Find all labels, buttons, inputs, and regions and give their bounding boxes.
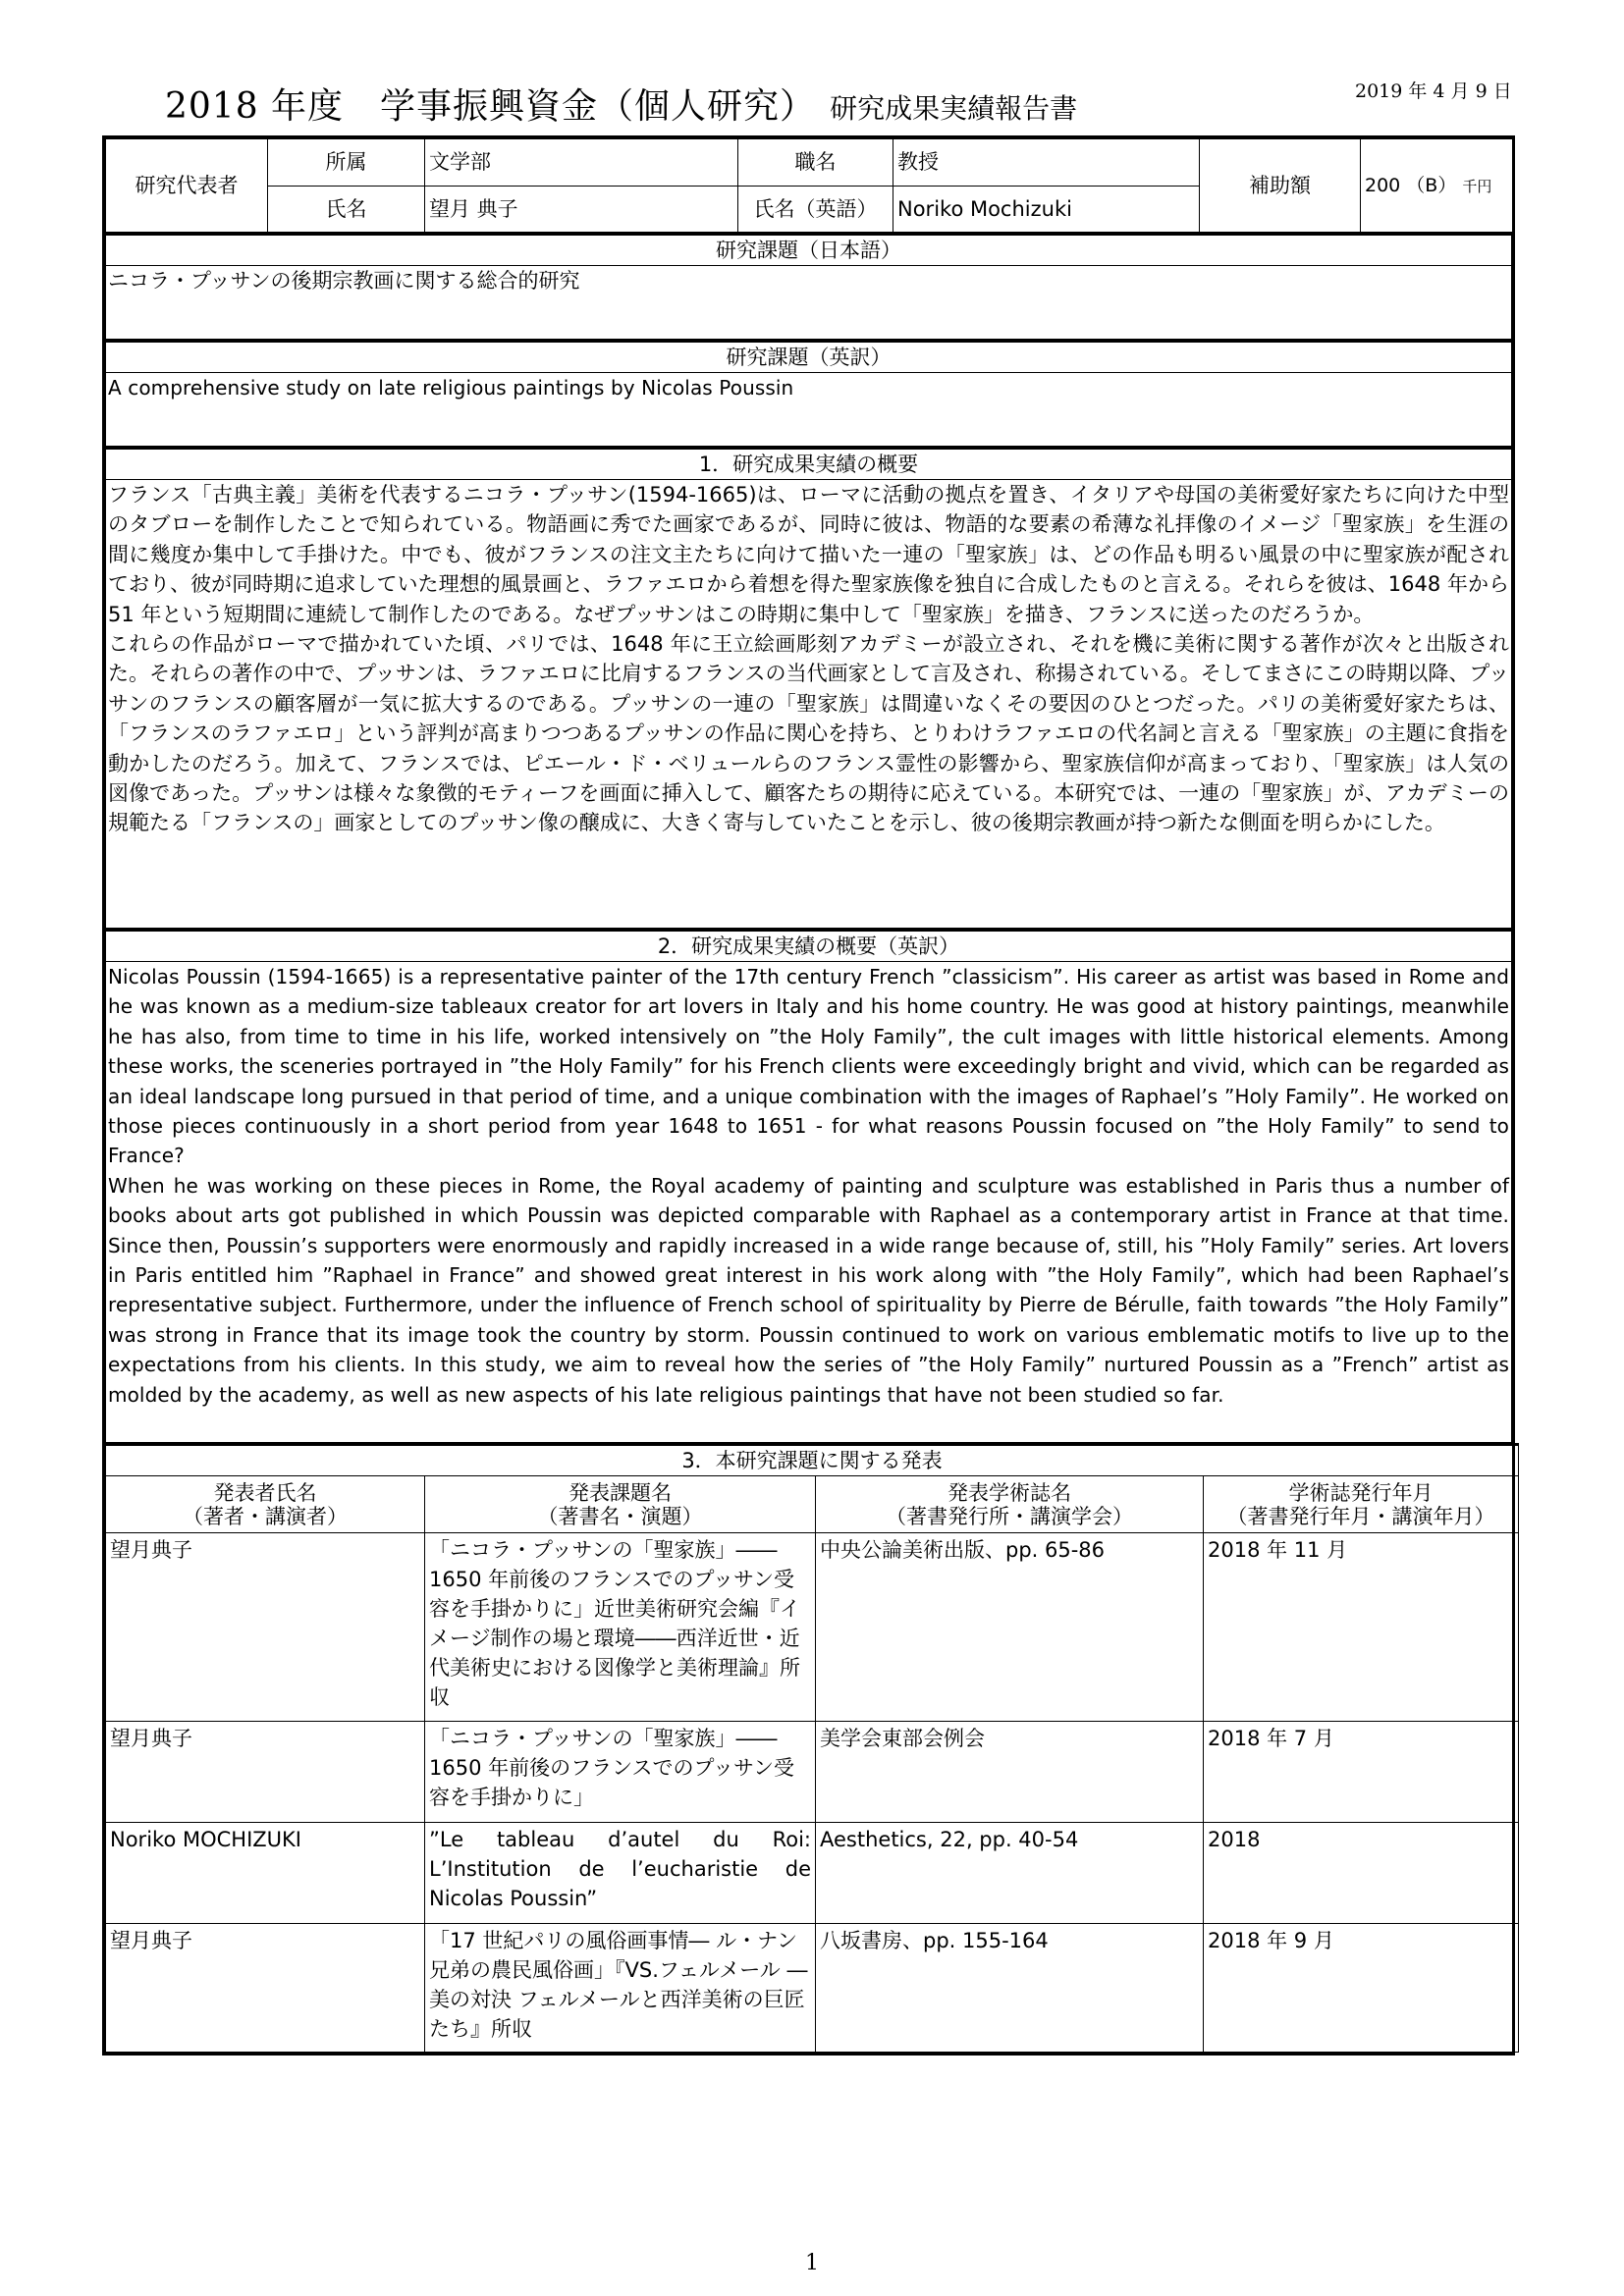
col-date-sub: （著書発行年月・講演年月） (1226, 1504, 1495, 1528)
publications-heading: 3．本研究課題に関する発表 (106, 1445, 1519, 1476)
publications-section (105, 1443, 1519, 2053)
grant-cell (1361, 139, 1513, 233)
summary-en-heading: 2．研究成果実績の概要（英訳） (106, 931, 1512, 962)
summary-en-para1: Nicolas Poussin (1594-1665) is a representative painter of the 17th century French ”classicism”. His career as artist was based in Rome and he was known as a medium-size tableaux creator for art lovers in Italy and his home country. He was good at history paintings, meanwhile he has also, from time to time in his life, worked intensively on ”the Holy Family”, the cult images with little historical elements. Among these works, the sceneries portrayed in ”the Holy Family” for his French clients were exceedingly bright and vivid, which can be regarded as an ideal landscape long pursued in that period of time, and a unique combination with the images of Raphael’s ”Holy Family”. He worked on those pieces continuously in a short period from year 1648 to 1651 - for what reasons Poussin focused on ”the Holy Family” to send to France? (108, 965, 1509, 1168)
summary-jp-heading: 1．研究成果実績の概要 (106, 449, 1512, 480)
pub-title: ”Le tableau d’autel du Roi: L’Institution de l’eucharistie de Nicolas Poussin” (425, 1823, 816, 1924)
topic-en-text: A comprehensive study on late religious paintings by Nicolas Poussin (106, 373, 1512, 447)
summary-en-para2: When he was working on these pieces in Rome, the Royal academy of painting and sculpture was established in Paris thus a number of books about arts got published in which Poussin was depicted comparable with Raphael as a contemporary artist in France at that time. Since then, Poussin’s supporters were enormously and rapidly increased in a wide range because of, still, his ”Holy Family” series. Art lovers in Paris entitled him ”Raphael in France” and showed great interest in his work along with ”the Holy Family”, which had been Raphael’s representative subject. Furthermore, under the influence of French school of spirituality by Pierre de Bérulle, faith towards ”the Holy Family” was strong in France that its image took the country by storm. Poussin continued to work on various emblematic motifs to live up to the expectations from his clients. In this study, we aim to reveal how the series of ”the Holy Family” nurtured Poussin as a ”French” artist as molded by the academy, as well as new aspects of his late religious paintings that have not been studied so far. (108, 1173, 1509, 1407)
table-row (106, 1722, 1519, 1823)
col-author-header (106, 1476, 425, 1533)
summary-jp-body (106, 480, 1512, 929)
summary-en-section (105, 929, 1512, 1443)
col-publisher-sub: （著書発行所・講演学会） (886, 1504, 1133, 1528)
name-label: 氏名 (268, 187, 425, 233)
col-author-title: 発表者氏名 (213, 1480, 317, 1505)
affiliation-value: 文学部 (425, 139, 738, 187)
summary-en-body (106, 962, 1512, 1443)
pub-publisher: 中央公論美術出版、pp. 65-86 (816, 1533, 1204, 1722)
col-title-header (425, 1476, 816, 1533)
topic-jp-heading: 研究課題（日本語） (106, 235, 1512, 266)
report-date: 2019 年 4 月 9 日 (1355, 80, 1512, 102)
grant-unit: 千円 (1462, 177, 1492, 195)
topic-en-section (105, 340, 1512, 447)
topic-jp-section (105, 233, 1512, 340)
pub-publisher: Aesthetics, 22, pp. 40-54 (816, 1823, 1204, 1924)
pub-author: Noriko MOCHIZUKI (106, 1823, 425, 1924)
affiliation-label: 所属 (268, 139, 425, 187)
pub-author: 望月典子 (106, 1924, 425, 2053)
grant-value: 200 （B） (1365, 174, 1457, 196)
col-author-sub: （著者・講演者） (183, 1504, 348, 1528)
col-date-header (1204, 1476, 1519, 1533)
table-row (106, 1533, 1519, 1722)
col-publisher-title: 発表学術誌名 (947, 1480, 1071, 1505)
col-title-title: 発表課題名 (568, 1480, 672, 1505)
pub-title: 「ニコラ・プッサンの「聖家族」―― 1650 年前後のフランスでのプッサン受容を手掛かりに」 (425, 1722, 816, 1823)
report-title (165, 79, 1077, 129)
position-value: 教授 (893, 139, 1200, 187)
representative-label: 研究代表者 (106, 139, 268, 233)
pub-title: 「ニコラ・プッサンの「聖家族」―― 1650 年前後のフランスでのプッサン受容を手掛かりに」近世美術研究会編『イメージ制作の場と環境――西洋近世・近代美術史における図像学と美術理論』所収 (425, 1533, 816, 1722)
pub-date: 2018 年 9 月 (1204, 1924, 1519, 2053)
name-en-label: 氏名（英語） (738, 187, 893, 233)
col-title-sub: （著書名・演題） (537, 1504, 703, 1528)
name-en-value: Noriko Mochizuki (893, 187, 1200, 233)
pub-date: 2018 年 11 月 (1204, 1533, 1519, 1722)
table-row (106, 1924, 1519, 2053)
pub-title: 「17 世紀パリの風俗画事情― ル・ナン兄弟の農民風俗画」『VS.フェルメール ― 美の対決 フェルメールと西洋美術の巨匠たち』所収 (425, 1924, 816, 2053)
position-label: 職名 (738, 139, 893, 187)
pub-author: 望月典子 (106, 1722, 425, 1823)
title-main: 2018 年度 学事振興資金（個人研究） (165, 86, 817, 127)
col-publisher-header (816, 1476, 1204, 1533)
pub-date: 2018 年 7 月 (1204, 1722, 1519, 1823)
report-frame (102, 135, 1515, 2056)
grant-label: 補助額 (1200, 139, 1361, 233)
title-sub: 研究成果実績報告書 (830, 92, 1078, 125)
col-date-title: 学術誌発行年月 (1288, 1480, 1434, 1505)
info-table (105, 138, 1513, 233)
pub-publisher: 八坂書房、pp. 155-164 (816, 1924, 1204, 2053)
pub-publisher: 美学会東部会例会 (816, 1722, 1204, 1823)
topic-jp-text: ニコラ・プッサンの後期宗教画に関する総合的研究 (106, 266, 1512, 340)
summary-jp-section (105, 447, 1512, 929)
summary-jp-para1: フランス「古典主義」美術を代表するニコラ・プッサン(1594-1665)は、ローマに活動の拠点を置き、イタリアや母国の美術愛好家たちに向けた中型のタブローを制作したことで知られている。物語画に秀でた画家であるが、同時に彼は、物語的な要素の希薄な礼拝像のイメージ「聖家族」を生涯の間に幾度か集中して手掛けた。中でも、彼がフランスの注文主たちに向けて描いた一連の「聖家族」は、どの作品も明るい風景の中に聖家族が配されており、彼が同時期に追求していた理想的風景画と、ラファエロから着想を得た聖家族像を独自に合成したものと言える。それらを彼は、1648 年から 51 年という短期間に連続して制作したのである。なぜプッサンはこの時期に集中して「聖家族」を描き、フランスに送ったのだろうか。 (108, 483, 1509, 626)
name-value: 望月 典子 (425, 187, 738, 233)
pub-date: 2018 (1204, 1823, 1519, 1924)
table-row (106, 1823, 1519, 1924)
pub-author: 望月典子 (106, 1533, 425, 1722)
page-number: 1 (805, 2251, 819, 2275)
topic-en-heading: 研究課題（英訳） (106, 342, 1512, 373)
summary-jp-para2: これらの作品がローマで描かれていた頃、パリでは、1648 年に王立絵画彫刻アカデミーが設立され、それを機に美術に関する著作が次々と出版された。それらの著作の中で、プッサンは、ラファエロに比肩するフランスの当代画家として言及され、称揚されている。そしてまさにこの時期以降、プッサンのフランスの顧客層が一気に拡大するのである。プッサンの一連の「聖家族」は間違いなくその要因のひとつだった。パリの美術愛好家たちは、「フランスのラファエロ」という評判が高まりつつあるプッサンの作品に関心を持ち、とりわけラファエロの代名詞と言える「聖家族」の主題に食指を動かしたのだろう。加えて、フランスでは、ピエール・ド・ベリュールらのフランス霊性の影響から、聖家族信仰が高まっており、「聖家族」は人気の図像であった。プッサンは様々な象徴的モティーフを画面に挿入して、顧客たちの期待に応えている。本研究では、一連の「聖家族」が、アカデミーの規範たる「フランスの」画家としてのプッサン像の醸成に、大きく寄与していたことを示し、彼の後期宗教画が持つ新たな側面を明らかにした。 (108, 632, 1510, 835)
